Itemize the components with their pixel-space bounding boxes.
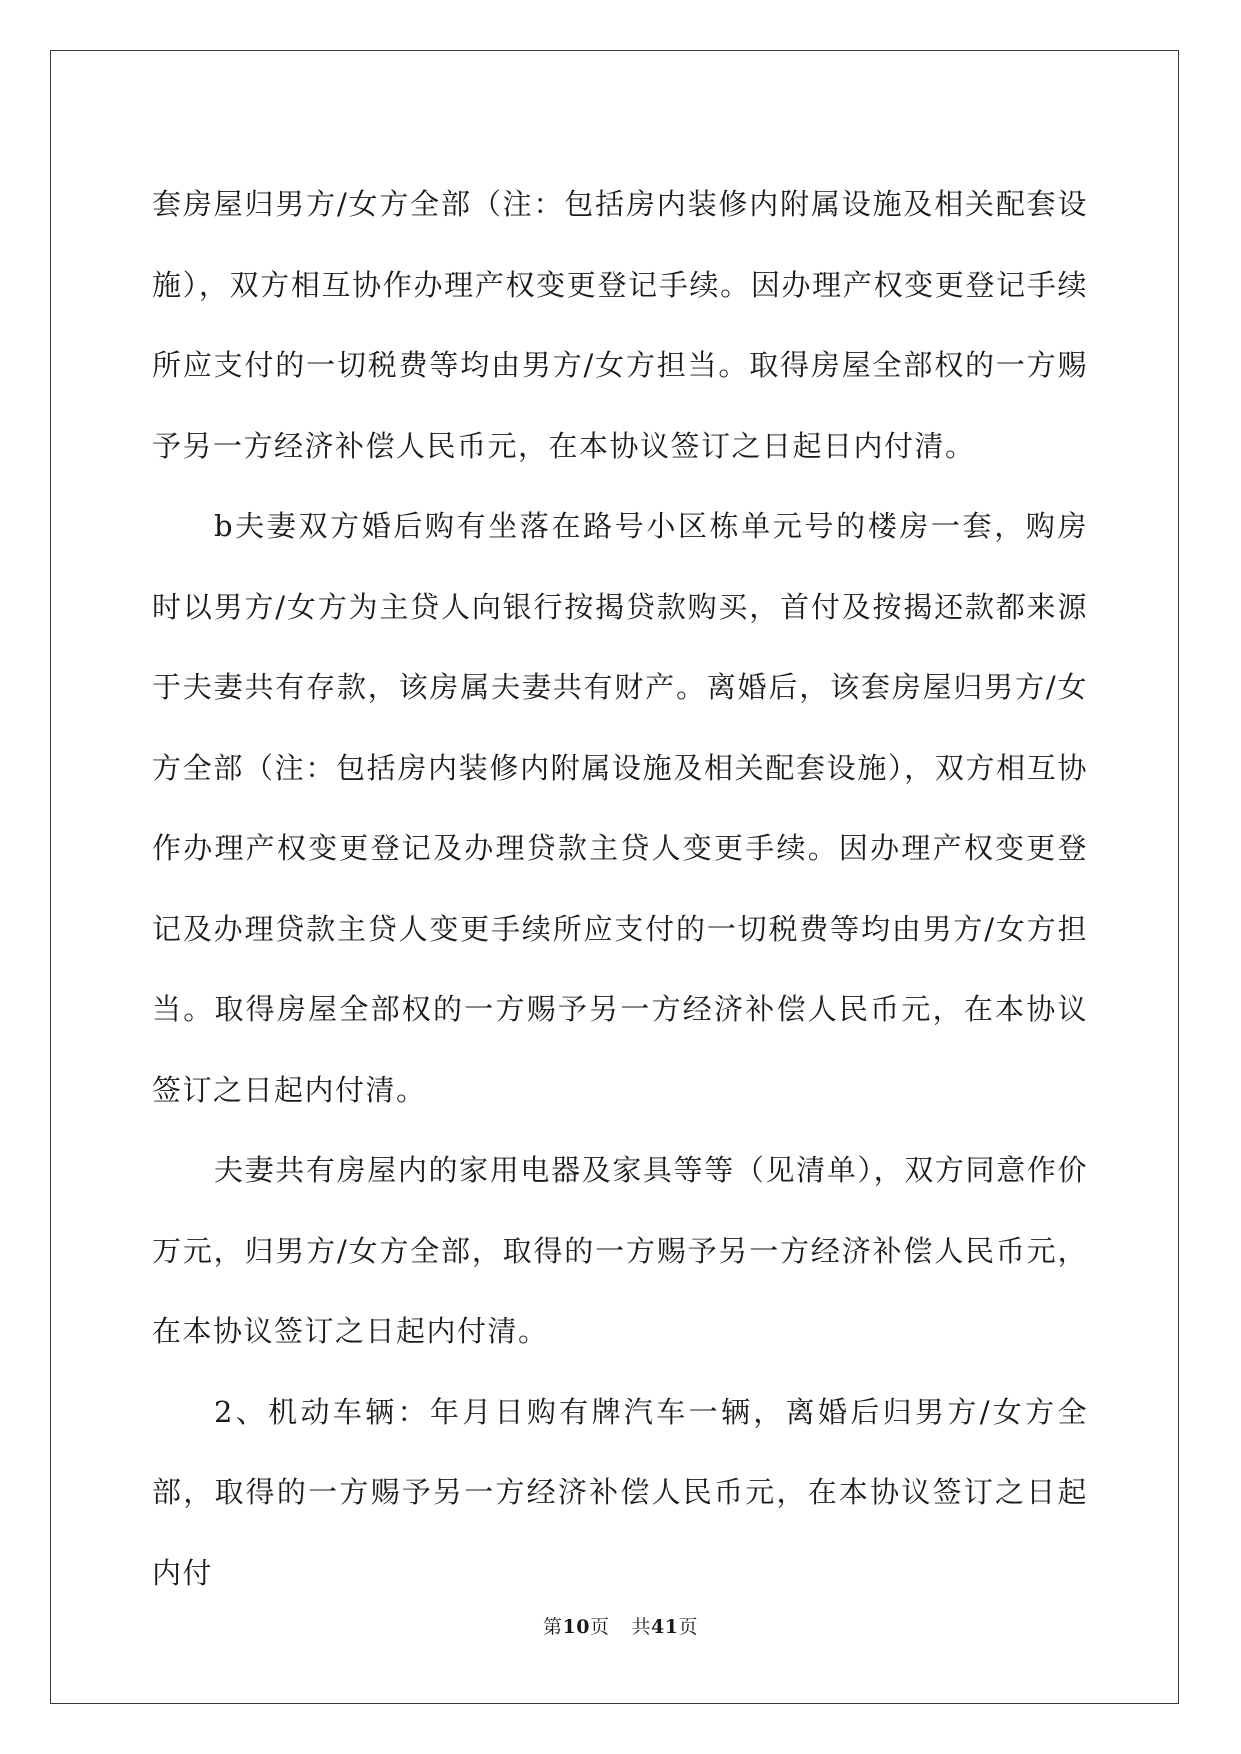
page-prefix: 第 (543, 1616, 563, 1638)
total-prefix: 共 (631, 1616, 652, 1638)
paragraph-3: 夫妻共有房屋内的家用电器及家具等等（见清单），双方同意作价万元，归男方/女方全部，取得的一方赐予另一方经济补偿人民币元，在本协议签订之日起内付清。 (152, 1153, 1088, 1348)
total-unit: 页 (678, 1616, 698, 1638)
page-footer (0, 1612, 1241, 1639)
page-total-number: 41 (651, 1616, 679, 1638)
page-current-number: 10 (562, 1616, 590, 1638)
page-unit: 页 (589, 1616, 610, 1638)
paragraph-2: b夫妻双方婚后购有坐落在路号小区栋单元号的楼房一套，购房时以男方/女方为主贷人向银行按揭贷款购买，首付及按揭还款都来源于夫妻共有存款，该房属夫妻共有财产。离婚后，该套房屋归男方/女方全部（注：包括房内装修内附属设施及相关配套设施），双方相互协作办理产权变更登记及办理贷款主贷人变更手续。因办理产权变更登记及办理贷款主贷人变更手续所应支付的一切税费等均由男方/女方担当。取得房屋全部权的一方赐予另一方经济补偿人民币元，在本协议签订之日起内付清。 (152, 509, 1088, 1107)
paragraph-4: 2、机动车辆：年月日购有牌汽车一辆，离婚后归男方/女方全部，取得的一方赐予另一方经济补偿人民币元，在本协议签订之日起内付 (152, 1394, 1088, 1590)
document-body (152, 164, 1088, 1613)
paragraph-1: 套房屋归男方/女方全部（注：包括房内装修内附属设施及相关配套设施），双方相互协作办理产权变更登记手续。因办理产权变更登记手续所应支付的一切税费等均由男方/女方担当。取得房屋全部权的一方赐予另一方经济补偿人民币元，在本协议签订之日起日内付清。 (152, 187, 1088, 463)
